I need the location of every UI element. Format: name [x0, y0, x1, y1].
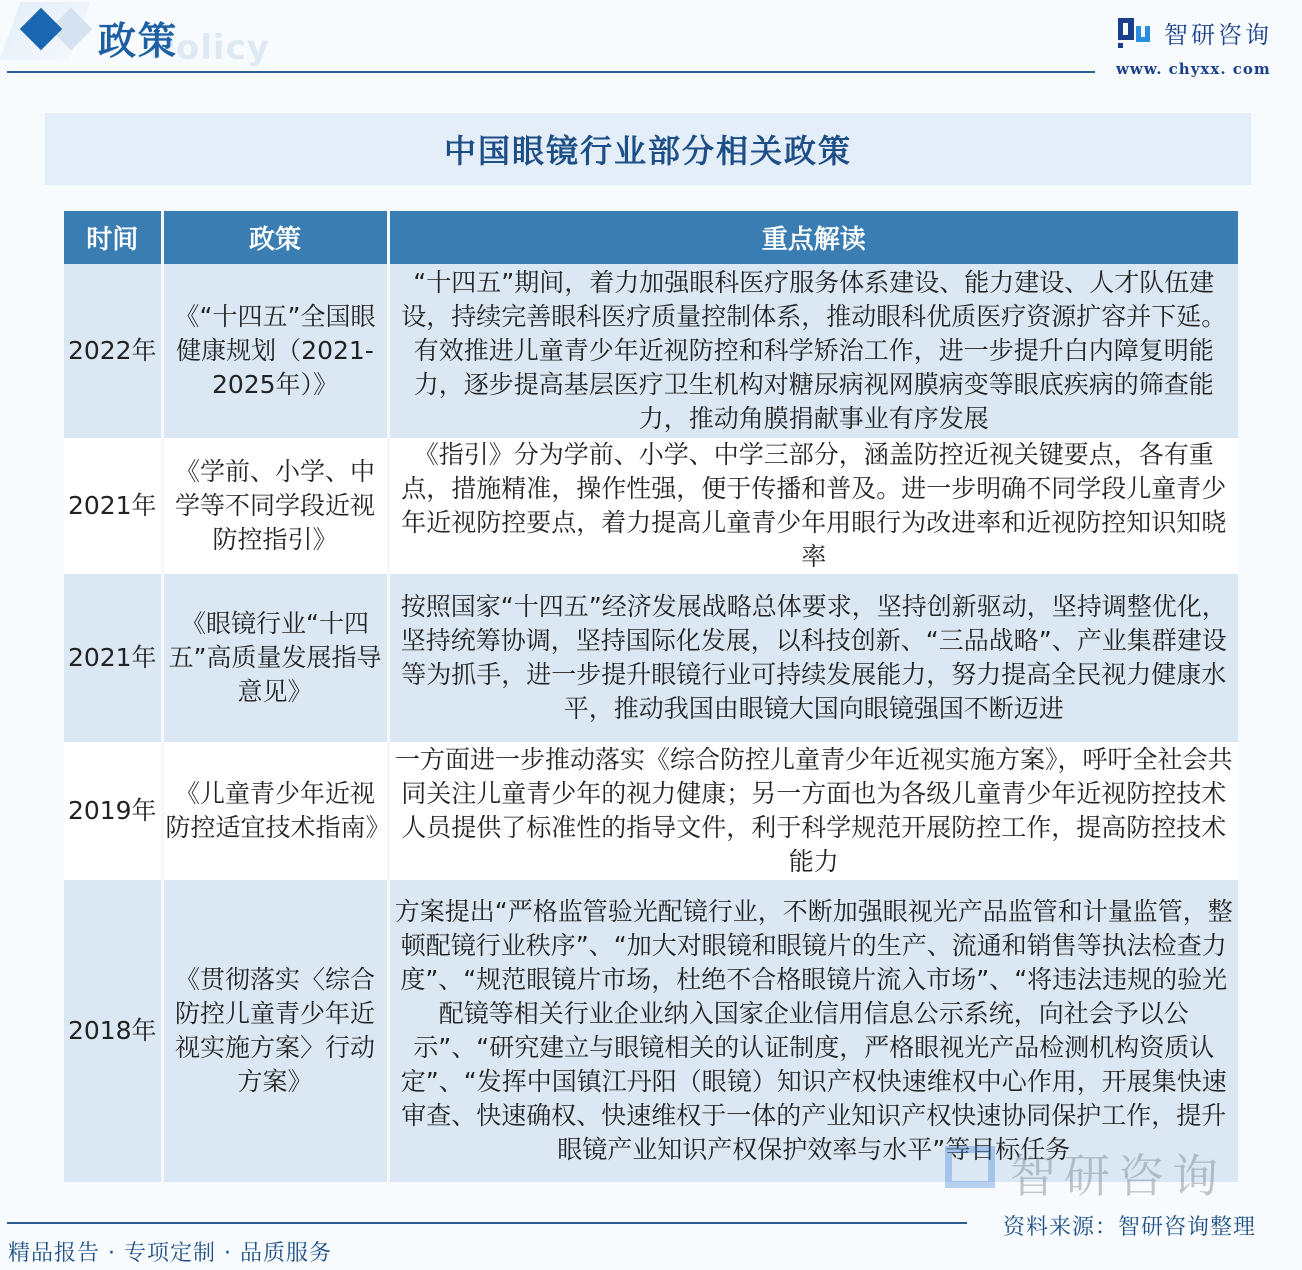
policy-table — [64, 211, 1238, 1182]
watermark-logo-icon — [945, 1146, 995, 1188]
header-divider — [7, 71, 1095, 73]
row-year: 2018年 — [64, 880, 162, 1182]
column-header-summary: 重点解读 — [388, 211, 1238, 264]
brand — [1118, 15, 1272, 50]
row-policy: 《学前、小学、中学等不同学段近视防控指引》 — [162, 438, 388, 574]
row-year: 2021年 — [64, 438, 162, 574]
watermark-text: 智研咨询 — [1010, 1149, 1226, 1203]
table-title-bar — [45, 113, 1251, 185]
row-policy: 《眼镜行业“十四五”高质量发展指导意见》 — [162, 574, 388, 742]
brand-name: 智研咨询 — [1164, 21, 1272, 49]
row-policy: 《贯彻落实〈综合防控儿童青少年近视实施方案〉行动方案》 — [162, 880, 388, 1182]
table-row — [64, 574, 1238, 742]
brand-url: www. chyxx. com — [1116, 60, 1271, 78]
row-year: 2021年 — [64, 574, 162, 742]
section-title: 政策 — [98, 18, 179, 63]
table-title: 中国眼镜行业部分相关政策 — [443, 132, 852, 170]
row-year: 2022年 — [64, 264, 162, 438]
chyxx-logo-icon — [1118, 18, 1154, 48]
column-header-time: 时间 — [64, 211, 162, 264]
table-row — [64, 880, 1238, 1182]
row-summary: “十四五”期间，着力加强眼科医疗服务体系建设、能力建设、人才队伍建设，持续完善眼科医疗质量控制体系，推动眼科优质医疗资源扩容并下延。有效推进儿童青少年近视防控和科学矫治工作，进一步提升白内障复明能力，逐步提高基层医疗卫生机构对糖尿病视网膜病变等眼底疾病的筛查能力，推动角膜捐献事业有序发展 — [388, 264, 1238, 438]
page-header — [0, 0, 1302, 90]
row-policy: 《“十四五”全国眼健康规划（2021-2025年）》 — [162, 264, 388, 438]
section-subtitle-watermark: Policy — [150, 28, 270, 68]
footer-divider — [7, 1222, 967, 1224]
row-summary: 方案提出“严格监管验光配镜行业，不断加强眼视光产品监管和计量监管，整顿配镜行业秩序”、“加大对眼镜和眼镜片的生产、流通和销售等执法检查力度”、“规范眼镜片市场，杜绝不合格眼镜片流入市场”、“将违法违规的验光配镜等相关行业企业纳入国家企业信用信息公示系统，向社会予以公示”、“研究建立与眼镜相关的认证制度，严格眼视光产品检测机构资质认定”、“发挥中国镇江丹阳（眼镜）知识产权快速维权中心作用，开展集快速审查、快速确权、快速维权于一体的产业知识产权快速协同保护工作，提升眼镜产业知识产权保护效率与水平”等目标任务 — [388, 880, 1238, 1182]
table-row — [64, 438, 1238, 574]
row-year: 2019年 — [64, 742, 162, 880]
table-row — [64, 264, 1238, 438]
row-summary: 按照国家“十四五”经济发展战略总体要求，坚持创新驱动，坚持调整优化，坚持统筹协调，坚持国际化发展，以科技创新、“三品战略”、产业集群建设等为抓手，进一步提升眼镜行业可持续发展能力，努力提高全民视力健康水平，推动我国由眼镜大国向眼镜强国不断迈进 — [388, 574, 1238, 742]
column-header-policy: 政策 — [162, 211, 388, 264]
table-header-row — [64, 211, 1238, 264]
row-summary: 一方面进一步推动落实《综合防控儿童青少年近视实施方案》，呼吁全社会共同关注儿童青少年的视力健康；另一方面也为各级儿童青少年近视防控技术人员提供了标准性的指导文件，利于科学规范开展防控工作，提高防控技术能力 — [388, 742, 1238, 880]
row-summary: 《指引》分为学前、小学、中学三部分，涵盖防控近视关键要点，各有重点，措施精准，操作性强，便于传播和普及。进一步明确不同学段儿童青少年近视防控要点，着力提高儿童青少年用眼行为改进率和近视防控知识知晓率 — [388, 438, 1238, 574]
row-policy: 《儿童青少年近视防控适宜技术指南》 — [162, 742, 388, 880]
table-row — [64, 742, 1238, 880]
footer-slogan: 精品报告 · 专项定制 · 品质服务 — [8, 1241, 332, 1266]
data-source: 资料来源：智研咨询整理 — [1003, 1215, 1257, 1240]
